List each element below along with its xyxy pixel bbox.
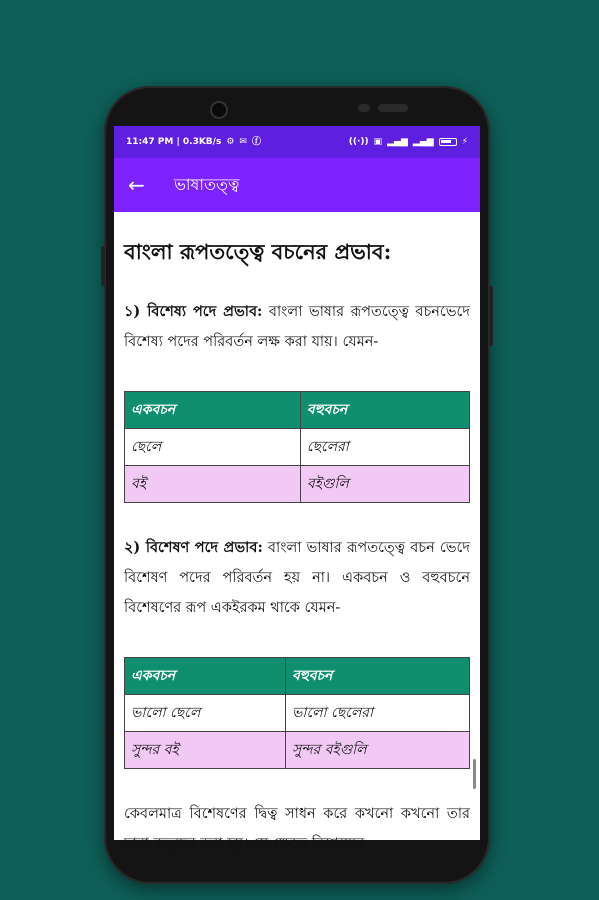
table-row [125, 429, 470, 466]
wifi-icon: ((·)) [348, 136, 369, 147]
status-time: 11:47 PM | 0.3KB/s [126, 137, 222, 147]
volume-button [101, 246, 105, 286]
sim-icon: ▣ [373, 136, 383, 147]
screen [114, 126, 480, 852]
facebook-icon: ⓕ [251, 136, 261, 147]
section-1-paragraph [124, 297, 470, 357]
table-header-cell: একবচন [125, 392, 301, 429]
front-camera [210, 101, 228, 119]
table-row [125, 732, 470, 769]
article-content [114, 212, 480, 859]
table-cell: বইগুলি [300, 466, 469, 503]
article-heading: বাংলা রূপতত্ত্বে বচনের প্রভাব: [124, 239, 392, 264]
table-row [125, 466, 470, 503]
message-icon: ✉ [239, 136, 247, 147]
table-header-row [125, 392, 470, 429]
section-1-title: ১) বিশেষ্য পদে প্রভাব: [124, 303, 263, 320]
table-1 [124, 391, 470, 503]
table-header-cell: বহুবচন [285, 658, 469, 695]
charging-icon: ⚡ [461, 136, 468, 147]
section-2-text: বাংলা ভাষার রূপতত্ত্বে বচন ভেদে বিশেষণ পদের পরিবর্তন হয় না। একবচন ও বহুবচনে বিশেষণের রূপ একইরকম থাকে যেমন- [124, 540, 470, 616]
table-cell: ছেলে [125, 429, 301, 466]
table-header-row [125, 658, 470, 695]
table-cell: ভালো ছেলেরা [285, 695, 469, 732]
table-row [125, 695, 470, 732]
app-title: ভাষাতত্ত্ব [174, 174, 240, 194]
table-cell: সুন্দর বই [125, 732, 286, 769]
power-button [489, 286, 493, 346]
table-cell: সুন্দর বইগুলি [285, 732, 469, 769]
table-2 [124, 657, 470, 769]
sensor [358, 104, 370, 112]
table-cell: ভালো ছেলে [125, 695, 286, 732]
signal-icon: ▂▄▆ [387, 136, 408, 147]
signal-icon: ▂▄▆ [412, 136, 434, 147]
speaker [378, 104, 408, 112]
table-cell: ছেলেরা [300, 429, 469, 466]
section-2-paragraph [124, 533, 470, 623]
battery-icon [439, 138, 457, 146]
status-bar [114, 126, 480, 158]
section-1-text: বাংলা ভাষার রূপতত্ত্বে বচনভেদে বিশেষ্য পদের পরিবর্তন লক্ষ করা যায়। যেমন- [124, 304, 471, 350]
section-2-title: ২) বিশেষণ পদে প্রভাব: [124, 539, 263, 556]
gear-icon: ⚙ [226, 136, 235, 147]
scrollbar[interactable] [473, 759, 476, 789]
table-header-cell: বহুবচন [300, 392, 469, 429]
back-arrow-icon[interactable]: ← [128, 173, 145, 197]
app-bar [114, 158, 480, 212]
phone-frame [104, 86, 490, 884]
table-cell: বই [125, 466, 301, 503]
table-header-cell: একবচন [125, 658, 286, 695]
section-3-paragraph: কেবলমাত্র বিশেষণের দ্বিত্ব সাধন করে কখনো কখনো তার দ্বারা বহুবচন করা হয়। সে ক্ষেত্রে বিশেষ্যের [124, 806, 470, 852]
